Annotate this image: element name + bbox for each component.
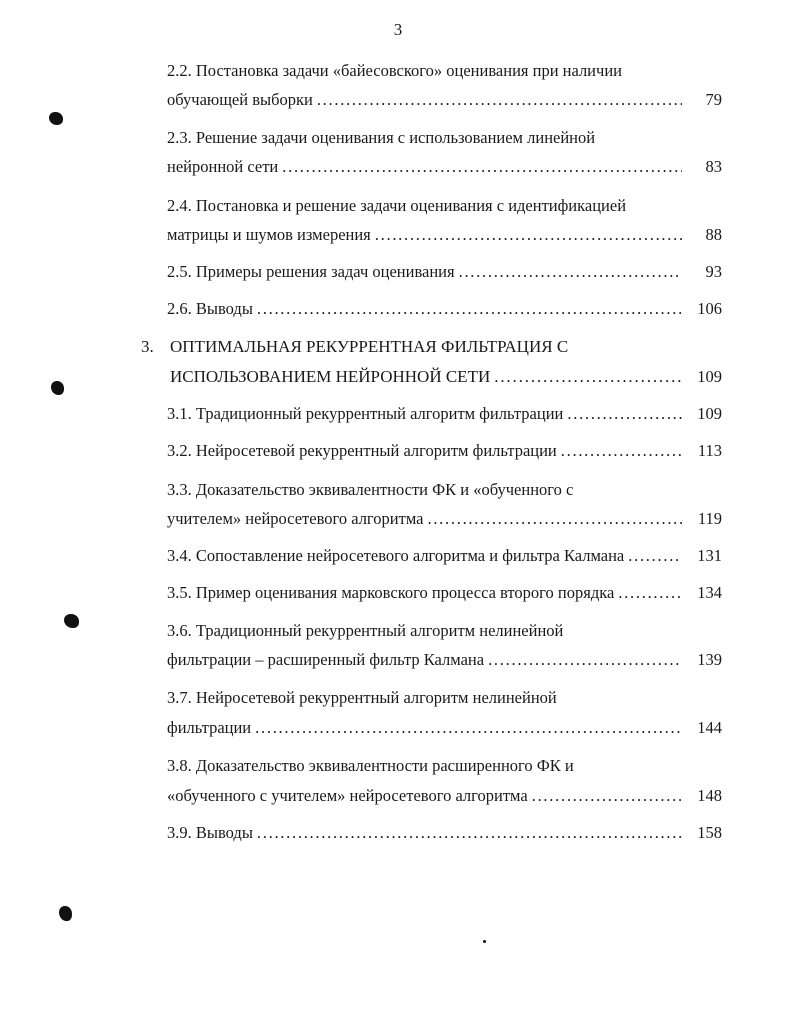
toc-entry-2-5 <box>167 262 682 282</box>
page-number: 3 <box>393 20 403 39</box>
toc-page-3-6: 139 <box>697 650 722 669</box>
toc-entry-3-3-line-2 <box>167 509 682 529</box>
toc-entry-3-9 <box>167 823 682 843</box>
dot-leader <box>618 583 682 603</box>
toc-entry-2-2-line-2 <box>167 90 682 110</box>
scan-speck <box>483 940 486 943</box>
toc-entry-text: 3.4. Сопоставление нейросетевого алгоритма и фильтра Калмана <box>167 546 625 565</box>
scan-speck <box>51 381 64 395</box>
toc-page-3-7: 144 <box>697 718 722 737</box>
toc-entry-2-3-line-2 <box>167 157 682 177</box>
toc-entry-text: 2.5. Примеры решения задач оценивания <box>167 262 455 281</box>
dot-leader <box>257 823 682 843</box>
toc-entry-3-2 <box>167 441 682 461</box>
toc-entry-3-4 <box>167 546 682 566</box>
toc-entry-text: 3.1. Традиционный рекуррентный алгоритм фильтрации <box>167 404 564 423</box>
toc-entry-2-2-line-1: 2.2. Постановка задачи «байесовского» оценивания при наличии <box>167 61 622 80</box>
dot-leader <box>427 509 682 529</box>
toc-page-chapter-3: 109 <box>697 367 722 386</box>
scan-speck <box>59 906 72 921</box>
toc-entry-text: 2.6. Выводы <box>167 299 253 318</box>
toc-entry-text: 3.5. Пример оценивания марковского процесса второго порядка <box>167 583 615 602</box>
toc-entry-text: нейронной сети <box>167 157 279 176</box>
dot-leader <box>494 367 682 387</box>
toc-entry-2-6 <box>167 299 682 319</box>
toc-entry-text: обучающей выборки <box>167 90 313 109</box>
toc-entry-2-4-line-1: 2.4. Постановка и решение задачи оценивания с идентификацией <box>167 196 627 215</box>
dot-leader <box>561 441 682 461</box>
toc-page-2-3: 83 <box>705 157 722 176</box>
dot-leader <box>255 718 682 738</box>
dot-leader <box>282 157 682 177</box>
toc-entry-3-3-line-1: 3.3. Доказательство эквивалентности ФК и «обученного с <box>167 480 574 499</box>
dot-leader <box>459 262 682 282</box>
toc-page-2-4: 88 <box>705 225 722 244</box>
dot-leader <box>628 546 682 566</box>
toc-chapter-3-line-1: ОПТИМАЛЬНАЯ РЕКУРРЕНТНАЯ ФИЛЬТРАЦИЯ С <box>170 337 569 356</box>
toc-entry-3-8-line-2 <box>167 786 682 806</box>
toc-entry-text: ИСПОЛЬЗОВАНИЕМ НЕЙРОННОЙ СЕТИ <box>170 367 491 386</box>
toc-entry-3-7-line-1: 3.7. Нейросетевой рекуррентный алгоритм нелинейной <box>167 688 557 707</box>
toc-entry-3-5 <box>167 583 682 603</box>
toc-page-3-5: 134 <box>697 583 722 602</box>
toc-entry-3-7-line-2 <box>167 718 682 738</box>
toc-chapter-3-line-2 <box>170 367 682 387</box>
scan-speck <box>64 614 79 628</box>
toc-entry-text: фильтрации – расширенный фильтр Калмана <box>167 650 485 669</box>
toc-entry-3-6-line-2 <box>167 650 682 670</box>
toc-page-3-9: 158 <box>697 823 722 842</box>
dot-leader <box>567 404 682 424</box>
dot-leader <box>317 90 682 110</box>
dot-leader <box>488 650 682 670</box>
toc-entry-text: учителем» нейросетевого алгоритма <box>167 509 424 528</box>
toc-entry-text: 3.9. Выводы <box>167 823 253 842</box>
toc-entry-text: «обученного с учителем» нейросетевого алгоритма <box>167 786 528 805</box>
toc-page-3-8: 148 <box>697 786 722 805</box>
toc-page-3-4: 131 <box>697 546 722 565</box>
scan-speck <box>49 112 63 125</box>
toc-entry-2-4-line-2 <box>167 225 682 245</box>
toc-entry-2-3-line-1: 2.3. Решение задачи оценивания с использованием линейной <box>167 128 596 147</box>
toc-page-3-2: 113 <box>697 441 722 460</box>
toc-entry-text: 3.2. Нейросетевой рекуррентный алгоритм фильтрации <box>167 441 557 460</box>
chapter-number: 3. <box>141 337 154 356</box>
toc-page-2-6: 106 <box>697 299 722 318</box>
dot-leader <box>257 299 682 319</box>
toc-entry-text: матрицы и шумов измерения <box>167 225 371 244</box>
toc-entry-text: фильтрации <box>167 718 252 737</box>
toc-page-3-1: 109 <box>697 404 722 423</box>
dot-leader <box>375 225 682 245</box>
toc-entry-3-6-line-1: 3.6. Традиционный рекуррентный алгоритм нелинейной <box>167 621 564 640</box>
toc-entry-3-1 <box>167 404 682 424</box>
toc-page-3-3: 119 <box>697 509 722 528</box>
toc-page-2-5: 93 <box>705 262 722 281</box>
dot-leader <box>532 786 682 806</box>
toc-page-2-2: 79 <box>705 90 722 109</box>
toc-entry-3-8-line-1: 3.8. Доказательство эквивалентности расширенного ФК и <box>167 756 574 775</box>
